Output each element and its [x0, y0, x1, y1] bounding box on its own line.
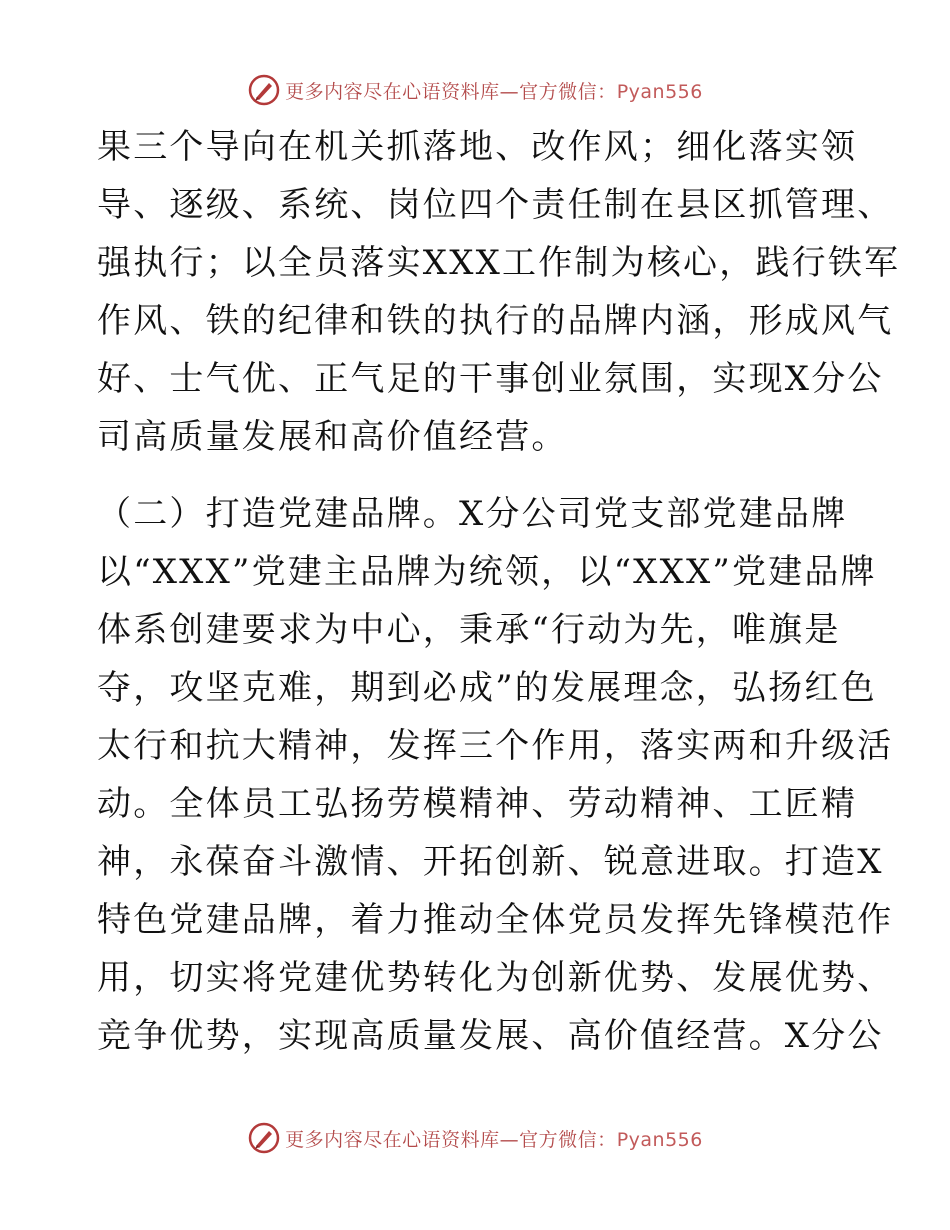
- text-line: 好、士气优、正气足的干事创业氛围，实现X分公: [97, 359, 884, 399]
- text-line: 夺，攻坚克难，期到必成”的发展理念，弘扬红色: [97, 668, 877, 708]
- watermark-wechat-label: 官方微信：: [519, 80, 617, 103]
- footer-watermark: [0, 1118, 950, 1158]
- text-line: 司高质量发展和高价值经营。: [97, 417, 568, 457]
- header-watermark: [0, 70, 950, 110]
- text-line: 用，切实将党建优势转化为创新优势、发展优势、: [97, 958, 894, 998]
- text-line: 太行和抗大精神，发挥三个作用，落实两和升级活: [97, 726, 894, 766]
- watermark-wechat-id: Pyan556: [616, 1128, 703, 1151]
- text-line: 动。全体员工弘扬劳模精神、劳动精神、工匠精: [97, 784, 858, 824]
- watermark-text: 更多内容尽在心语资料库: [285, 1128, 500, 1151]
- text-line: 竞争优势，实现高质量发展、高价值经营。X分公: [97, 1016, 884, 1056]
- text-line: 以“XXX”党建主品牌为统领，以“XXX”党建品牌: [97, 552, 877, 592]
- text-line: 果三个导向在机关抓落地、改作风；细化落实领: [97, 127, 858, 167]
- text-line: 特色党建品牌，着力推动全体党员发挥先锋模范作: [97, 900, 894, 940]
- pen-logo-icon: [247, 73, 281, 107]
- watermark-dash: —: [499, 80, 520, 103]
- text-line: 神，永葆奋斗激情、开拓创新、锐意进取。打造X: [97, 842, 884, 882]
- watermark-text: 更多内容尽在心语资料库: [285, 80, 500, 103]
- text-line: 作风、铁的纪律和铁的执行的品牌内涵，形成风气: [97, 301, 894, 341]
- paragraph-1: [97, 118, 901, 466]
- text-line: 强执行；以全员落实XXX工作制为核心，践行铁军: [97, 243, 901, 283]
- section-heading-line: （二）打造党建品牌。X分公司党支部党建品牌: [97, 494, 848, 534]
- pen-logo-icon: [247, 1121, 281, 1155]
- text-line: 体系创建要求为中心，秉承“行动为先，唯旗是: [97, 610, 841, 650]
- text-line: 导、逐级、系统、岗位四个责任制在县区抓管理、: [97, 185, 894, 225]
- paragraph-2: [97, 485, 894, 1065]
- watermark-wechat-id: Pyan556: [616, 80, 703, 103]
- watermark-dash: —: [499, 1128, 520, 1151]
- watermark-wechat-label: 官方微信：: [519, 1128, 617, 1151]
